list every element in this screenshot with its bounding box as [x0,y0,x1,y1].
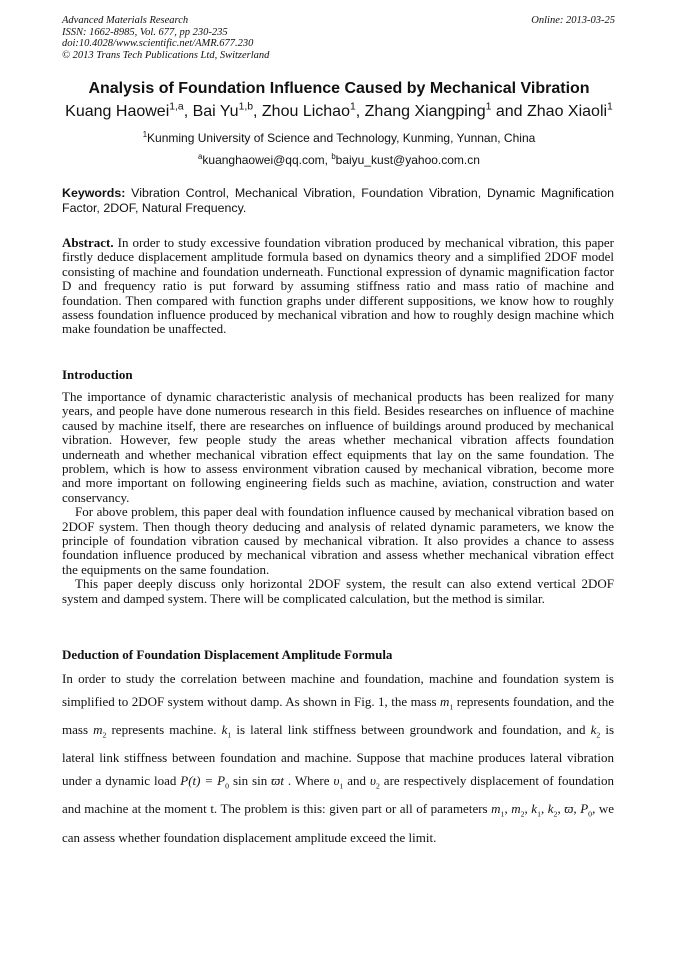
paragraph: The importance of dynamic characteristic analysis of mechanical products has been realized for many years, and people have done numerous research in this field. Besides researches on influence of machine caused by machine itself, there are researches on influence of buildings around produced by mechanical vibration. However, few people study the areas whether mechanical vibration affects foundation underneath and whether mechanical vibration effect equipments that lay on the same foundation. The problem, which is how to assess environment vibration caused by mechanical vibration, become more and more important on following engineering fields such as machine, aviation, construction and water conservancy. [62,389,614,505]
abstract-text: In order to study excessive foundation vibration produced by mechanical vibration, this paper firstly deduce displacement amplitude formula based on dynamics theory and a simplified 2DOF model consisting of machine and foundation underneath. Functional expression of dynamic magnification factor D and frequency ratio is put forward by assuming stiffness ratio and mass ratio of machine and foundation. Then compared with function graphs under different suppositions, we know how to roughly assess foundation influence produced by mechanical vibration and how to roughly design machine which make foundation be unaffected. [62,235,614,337]
affiliation-sup: 1 [142,130,148,139]
text-run: sin sin [229,773,272,788]
math-symbol [511,801,525,819]
math-symbol [590,722,601,740]
author-separator: , [183,103,193,120]
math-symbol [271,773,284,788]
math-subscript: 2 [520,809,525,819]
author-separator: , [355,103,365,120]
keywords [62,186,614,216]
text-run: are respectively displacement of foundation and machine at the moment t. The problem is this: given part or all of parameters [62,773,614,817]
math-symbol [333,773,344,791]
affiliation [40,131,638,145]
online-date: Online: 2013-03-25 [531,15,615,26]
text-run: , [540,801,548,817]
email: kuanghaowei@qq.com, [202,153,332,167]
email-sup: a [198,152,203,161]
math-var: ϖ [564,801,574,817]
math-var: ϖt [271,773,284,788]
math-subscript: 1 [537,809,541,819]
copyright: © 2013 Trans Tech Publications Ltd, Switzerland [62,49,270,61]
math-subscript: 2 [553,809,558,819]
math-symbol [93,722,107,740]
paragraph: This paper deeply discuss only horizontal 2DOF system, the result can also extend vertical 2DOF system and damped system. There will be complicated calculation, but the method is similar. [62,576,614,606]
math-subscript: 2 [375,781,380,791]
math-subscript: 1 [500,809,505,819]
text-run: . Where [283,773,334,788]
author-sup: 1,b [238,101,254,113]
deduction-body [62,668,614,849]
math-var: k [221,722,228,737]
keywords-label: Keywords: [62,186,126,200]
author-sup: 1 [485,101,492,113]
text-run: represents machine. [106,722,222,737]
text-run: , we can assess whether foundation displacement amplitude exceed the limit. [62,801,614,845]
author-name: Kuang Haowei [65,103,170,120]
keywords-text: Vibration Control, Mechanical Vibration, Foundation Vibration, Dynamic Magnification Factor, 2DOF, Natural Frequency. [62,186,614,215]
author-name: Bai Yu [192,103,239,120]
issn: ISSN: 1662-8985, Vol. 677, pp 230-235 [62,26,228,38]
math-symbol [547,801,558,819]
section-heading-deduction: Deduction of Foundation Displacement Amplitude Formula [62,647,393,662]
text-run: is lateral link stiffness between foundation and machine. Suppose that machine produces lateral vibration under a dynamic load [62,722,615,788]
math-subscript: 2 [596,730,601,740]
math-subscript: 2 [102,730,107,740]
math-subscript: 1 [449,702,454,712]
math-subscript: 1 [339,781,344,791]
text-run: and [343,773,370,788]
paragraph: For above problem, this paper deal with foundation influence caused by mechanical vibration based on 2DOF system. Then though theory deducing and analysis of related dynamic parameters, we know the principle of foundation vibration caused by mechanical vibration. It also provides a chance to assess foundation influence produced by mechanical vibration and assess whether mechanical vibration effect the equipments on the same foundation. [62,504,614,577]
math-var: m [511,801,521,817]
math-symbol [221,722,232,740]
author-separator: and [491,103,527,120]
math-var: m [491,801,501,817]
math-var: k [531,801,538,817]
doi: doi:10.4028/www.scientific.net/AMR.677.230 [62,38,254,49]
math-subscript: 0 [588,809,593,819]
affiliation-text: Kunming University of Science and Technology, Kunming, Yunnan, China [147,131,536,145]
email: baiyu_kust@yahoo.com.cn [335,153,480,167]
author-list [40,103,638,121]
author-name: Zhang Xiangping [364,103,486,120]
math-symbol [180,773,229,791]
abstract [62,236,614,337]
math-subscript: 1 [227,730,232,740]
text-run: represents foundation, and the mass [62,693,614,737]
author-sup: 1 [607,101,613,113]
math-subscript: 0 [225,781,229,791]
math-symbol [440,693,454,712]
text-run: , [573,801,581,817]
author-sup: 1,a [169,101,184,113]
email-list [40,153,638,167]
author-sup: 1 [349,101,356,113]
section-heading-introduction: Introduction [62,367,133,382]
text-run: is lateral link stiffness between groundwork and foundation, and [231,722,591,737]
text-run: In order to study the correlation between machine and foundation, machine and foundation system is simplified to 2DOF system without damp. As shown in Fig. 1, the mass [62,671,614,709]
math-symbol [580,801,593,819]
math-var: υ [369,773,376,788]
journal-info [62,15,269,61]
introduction-body [62,390,614,606]
math-symbol [369,773,380,791]
math-var: P(t) = P [180,773,226,788]
journal-name: Advanced Materials Research [62,15,189,26]
math-symbol [531,801,541,819]
author-separator: , [253,103,262,120]
math-var: m [93,722,103,737]
author-name: Zhao Xiaoli [527,103,608,120]
author-name: Zhou Lichao [261,103,350,120]
math-var: υ [333,773,340,788]
text-run: , [504,801,512,817]
text-run: , [524,801,532,817]
math-var: k [590,722,597,737]
text-run: , [557,801,565,817]
email-sup: b [331,152,336,161]
math-symbol [491,801,505,819]
abstract-label: Abstract. [62,235,114,250]
paper-title: Analysis of Foundation Influence Caused by Mechanical Vibration [88,80,590,97]
math-var: m [440,693,450,709]
math-var: k [547,801,554,817]
math-var: P [580,801,589,817]
